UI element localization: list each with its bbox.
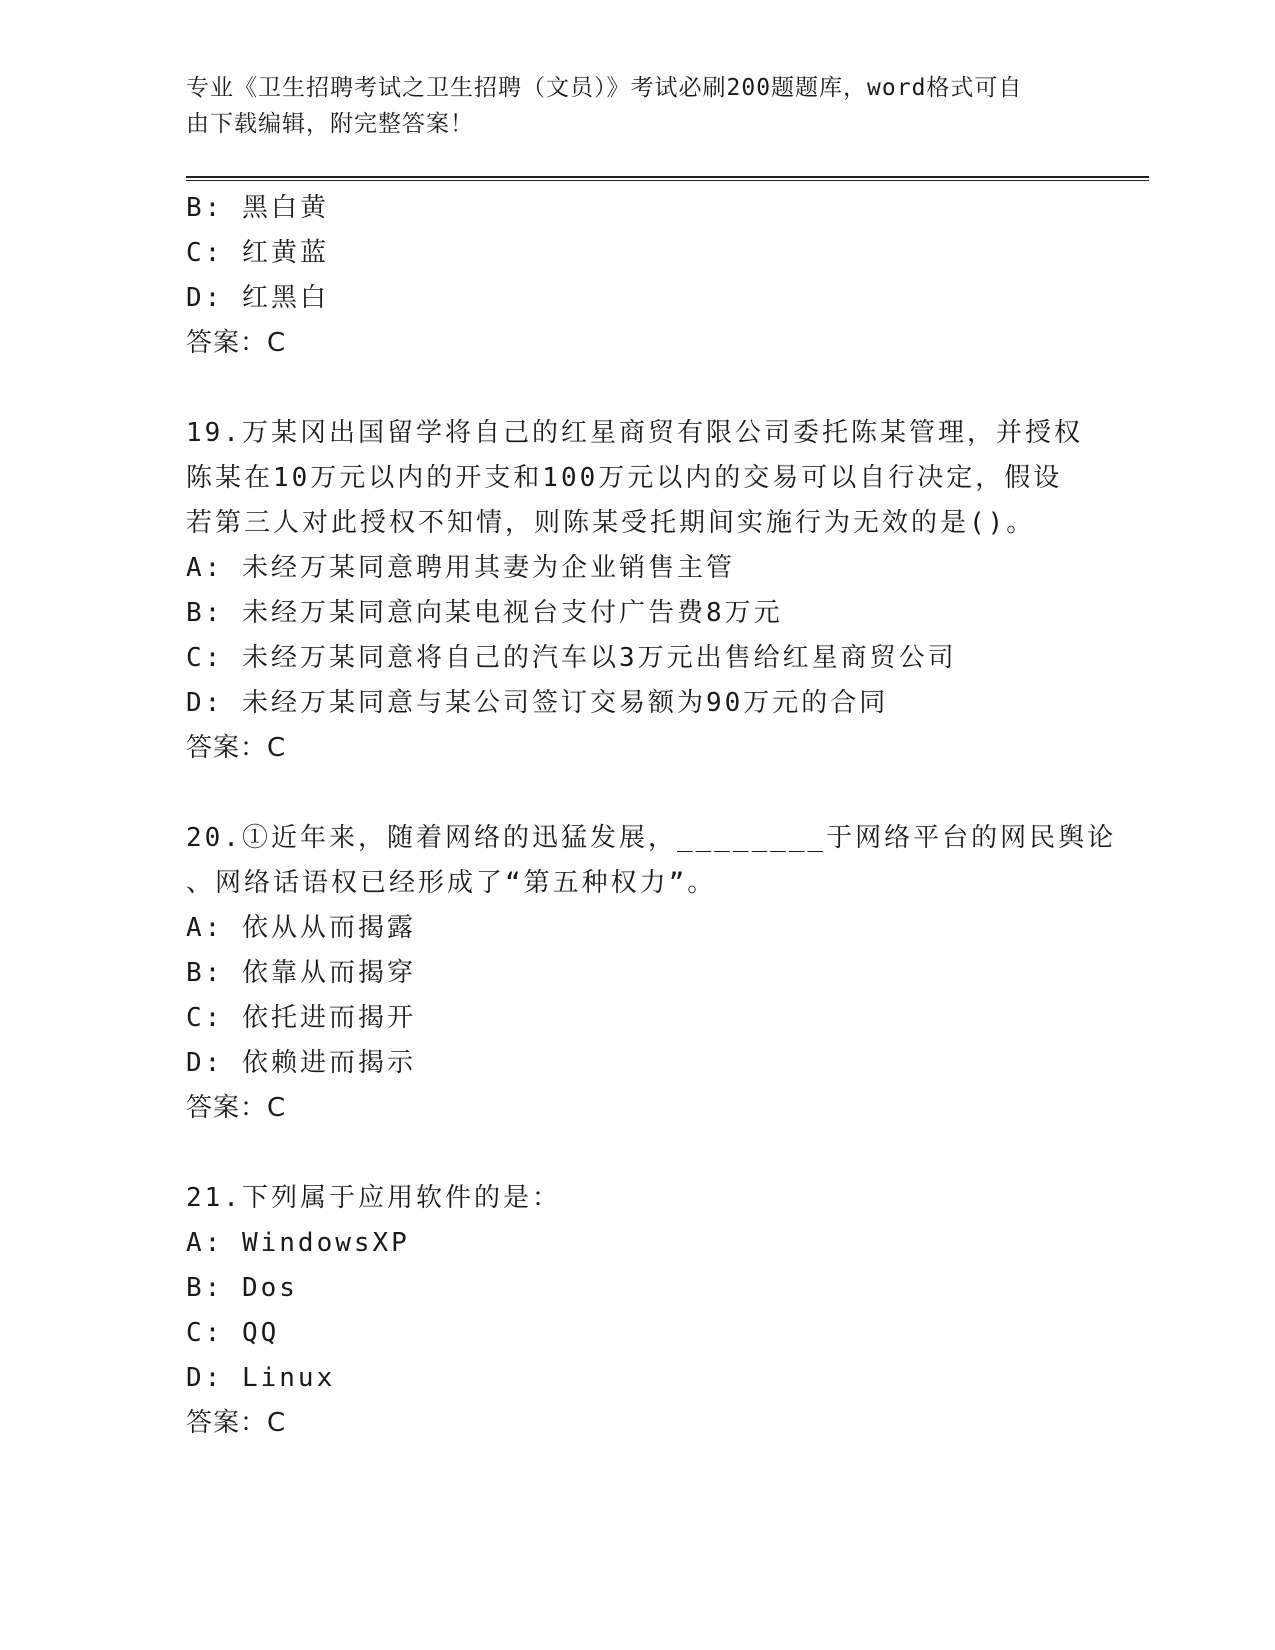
q21-answer: 答案：C — [186, 1408, 287, 1438]
q19-option-a: A: 未经万某同意聘用其妻为企业销售主管 — [186, 553, 735, 583]
q20-stem-line-1: 20.①近年来，随着网络的迅猛发展，________于网络平台的网民舆论 — [186, 823, 1117, 853]
q20-answer: 答案：C — [186, 1093, 287, 1123]
header-line-2: 由下载编辑，附完整答案！ — [186, 111, 474, 137]
q20-option-a: A: 依从从而揭露 — [186, 913, 416, 943]
q20-stem-line-2: 、网络话语权已经形成了“第五种权力”。 — [186, 868, 717, 898]
q20-option-d: D: 依赖进而揭示 — [186, 1048, 416, 1078]
q19-option-b: B: 未经万某同意向某电视台支付广告费8万元 — [186, 598, 783, 628]
q19-option-d: D: 未经万某同意与某公司签订交易额为90万元的合同 — [186, 688, 889, 718]
q21-option-a: A: WindowsXP — [186, 1228, 410, 1258]
page-header — [186, 70, 1066, 142]
q21-stem-line-1: 21.下列属于应用软件的是： — [186, 1183, 561, 1213]
q18-option-b: B: 黑白黄 — [186, 193, 329, 223]
q21-option-d: D: Linux — [186, 1363, 336, 1393]
q18-option-d: D: 红黑白 — [186, 283, 329, 313]
q21-option-c: C: QQ — [186, 1318, 280, 1348]
q19-answer: 答案：C — [186, 733, 287, 763]
header-line-1: 专业《卫生招聘考试之卫生招聘（文员）》考试必刷200题题库，word格式可自 — [186, 75, 1023, 101]
header-rule — [186, 176, 1149, 181]
q19-stem-line-2: 陈某在10万元以内的开支和100万元以内的交易可以自行决定，假设 — [186, 463, 1063, 493]
q19-stem-line-1: 19.万某冈出国留学将自己的红星商贸有限公司委托陈某管理，并授权 — [186, 418, 1083, 448]
q20-option-c: C: 依托进而揭开 — [186, 1003, 416, 1033]
q21-option-b: B: Dos — [186, 1273, 298, 1303]
q19-option-c: C: 未经万某同意将自己的汽车以3万元出售给红星商贸公司 — [186, 643, 957, 673]
q19-stem-line-3: 若第三人对此授权不知情，则陈某受托期间实施行为无效的是()。 — [186, 508, 1036, 538]
q18-option-c: C: 红黄蓝 — [186, 238, 329, 268]
q18-answer: 答案：C — [186, 328, 287, 358]
q20-option-b: B: 依靠从而揭穿 — [186, 958, 416, 988]
